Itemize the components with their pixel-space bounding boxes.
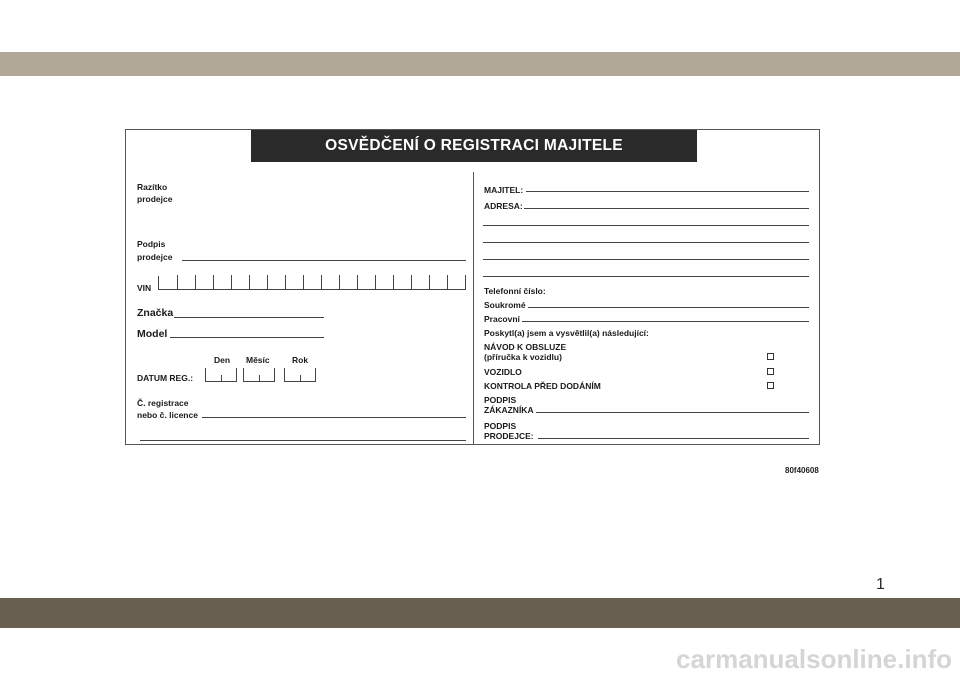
- date-day-field[interactable]: [205, 368, 237, 382]
- vin-field[interactable]: [158, 276, 466, 290]
- model-label: Model: [137, 328, 168, 340]
- private-phone-label: Soukromé: [484, 300, 526, 310]
- vehicle-checkbox[interactable]: [767, 368, 774, 375]
- provided-label: Poskytl(a) jsem a vysvětlil(a) následující:: [484, 328, 649, 338]
- column-divider: [473, 172, 474, 444]
- address-line-4[interactable]: [483, 259, 809, 260]
- stamp-label-1: Razítko: [137, 182, 168, 192]
- owner-line[interactable]: [526, 191, 809, 192]
- vin-label: VIN: [137, 283, 152, 293]
- reg-number-line-2[interactable]: [140, 440, 466, 441]
- dealer-sig-right-label-2: PRODEJCE:: [484, 431, 534, 441]
- customer-sig-label-1: PODPIS: [484, 395, 517, 405]
- private-phone-line[interactable]: [528, 307, 809, 308]
- date-month-label: Měsíc: [246, 355, 270, 365]
- reg-number-label-1: Č. registrace: [137, 398, 189, 408]
- dealer-sig-label-2: prodejce: [137, 252, 173, 262]
- reg-number-label-2: nebo č. licence: [137, 410, 198, 420]
- vehicle-label: VOZIDLO: [484, 367, 522, 377]
- customer-signature-line[interactable]: [536, 412, 809, 413]
- date-year-label: Rok: [292, 355, 309, 365]
- date-year-field[interactable]: [284, 368, 316, 382]
- owner-label: MAJITEL:: [484, 185, 524, 195]
- footer-band: [0, 598, 960, 628]
- address-line-5[interactable]: [483, 276, 809, 277]
- inspection-label: KONTROLA PŘED DODÁNÍM: [484, 381, 601, 391]
- date-day-label: Den: [214, 355, 231, 365]
- make-label: Značka: [137, 307, 174, 319]
- date-month-field[interactable]: [243, 368, 275, 382]
- dealer-signature-right-line[interactable]: [538, 438, 809, 439]
- manual-checkbox[interactable]: [767, 353, 774, 360]
- dealer-sig-right-label-1: PODPIS: [484, 421, 517, 431]
- address-line-3[interactable]: [483, 242, 809, 243]
- watermark: carmanualsonline.info: [676, 644, 952, 674]
- work-phone-line[interactable]: [522, 321, 809, 322]
- dealer-sig-label-1: Podpis: [137, 239, 166, 249]
- manual-sub-label: (příručka k vozidlu): [484, 352, 562, 362]
- registration-form: [125, 129, 820, 445]
- stamp-label-2: prodejce: [137, 194, 173, 204]
- header-band: [0, 52, 960, 76]
- work-phone-label: Pracovní: [484, 314, 520, 324]
- manual-label: NÁVOD K OBSLUZE: [484, 342, 567, 352]
- phone-label: Telefonní číslo:: [484, 286, 546, 296]
- address-line-1[interactable]: [524, 208, 809, 209]
- reg-number-line[interactable]: [202, 417, 466, 418]
- dealer-signature-line[interactable]: [182, 260, 466, 261]
- inspection-checkbox[interactable]: [767, 382, 774, 389]
- form-title: OSVĚDČENÍ O REGISTRACI MAJITELE: [251, 130, 697, 162]
- reg-date-label: DATUM REG.:: [137, 373, 194, 383]
- figure-code: 80f40608: [785, 466, 819, 475]
- make-line[interactable]: [174, 317, 324, 318]
- model-line[interactable]: [170, 337, 324, 338]
- address-line-2[interactable]: [483, 225, 809, 226]
- address-label: ADRESA:: [484, 201, 523, 211]
- page-number: 1: [876, 576, 885, 593]
- customer-sig-label-2: ZÁKAZNÍKA: [484, 405, 534, 415]
